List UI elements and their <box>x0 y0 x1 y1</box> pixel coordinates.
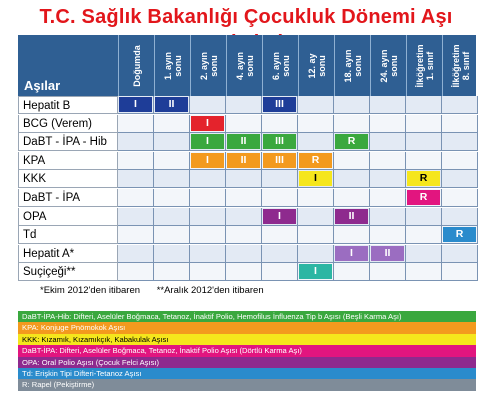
schedule-cell <box>334 208 370 226</box>
dose-marker: II <box>227 134 260 149</box>
schedule-cell <box>262 226 298 244</box>
schedule-cell <box>442 245 478 263</box>
schedule-cell <box>154 226 190 244</box>
schedule-cell <box>442 152 478 170</box>
schedule-cell <box>262 152 298 170</box>
column-header <box>262 35 299 96</box>
schedule-cell <box>370 189 406 207</box>
legend-item: OPA: Oral Polio Aşısı (Çocuk Felci Aşısı) <box>18 357 476 368</box>
schedule-cell <box>298 208 334 226</box>
vaccine-name: KKK <box>18 170 118 188</box>
schedule-cell <box>370 96 406 114</box>
schedule-cell <box>334 133 370 151</box>
dose-marker: I <box>263 209 296 224</box>
dose-marker: R <box>443 227 476 242</box>
schedule-cell <box>118 263 154 281</box>
dose-marker: I <box>191 116 224 131</box>
schedule-cell <box>370 115 406 133</box>
dose-marker: R <box>299 153 332 168</box>
table-header <box>18 35 476 96</box>
schedule-cell <box>262 96 298 114</box>
schedule-cell <box>226 152 262 170</box>
schedule-cell <box>118 189 154 207</box>
schedule-cell <box>226 263 262 281</box>
schedule-cell <box>370 133 406 151</box>
schedule-cell <box>154 115 190 133</box>
schedule-cell <box>190 208 226 226</box>
schedule-cell <box>226 96 262 114</box>
schedule-cell <box>442 263 478 281</box>
schedule-cell <box>370 208 406 226</box>
vaccine-name: Hepatit A* <box>18 245 118 263</box>
column-header-label: 12. ay sonu <box>307 52 327 79</box>
schedule-cell <box>226 208 262 226</box>
schedule-cell <box>262 115 298 133</box>
legend-item: DaBT-İPA-Hib: Difteri, Aselüler Boğmaca, Tetanoz, İnaktif Polio, Hemofilus İnfluenza Tip b Aşısı (Beşli Karma Aşı) <box>18 311 476 322</box>
schedule-cell <box>118 96 154 114</box>
dose-marker: I <box>299 171 332 186</box>
schedule-cell <box>298 263 334 281</box>
dose-marker: R <box>407 190 440 205</box>
schedule-cell <box>262 263 298 281</box>
schedule-cell <box>190 152 226 170</box>
dose-marker: I <box>191 134 224 149</box>
column-header-label: Doğumda <box>132 44 142 87</box>
schedule-cell <box>298 115 334 133</box>
schedule-cell <box>154 245 190 263</box>
schedule-cell <box>190 263 226 281</box>
column-header-label: İlköğretim 8. sınıf <box>451 43 471 88</box>
dose-marker: R <box>407 171 440 186</box>
schedule-cell <box>442 189 478 207</box>
legend-item: R: Rapel (Pekiştirme) <box>18 379 476 390</box>
schedule-cell <box>334 170 370 188</box>
schedule-cell <box>154 189 190 207</box>
footnote-varicella: **Aralık 2012'den itibaren <box>156 285 264 296</box>
column-header <box>298 35 335 96</box>
schedule-cell <box>442 208 478 226</box>
schedule-cell <box>118 208 154 226</box>
table-row <box>18 96 476 114</box>
column-header <box>190 35 227 96</box>
schedule-cell <box>154 263 190 281</box>
schedule-cell <box>334 152 370 170</box>
dose-marker: III <box>263 134 296 149</box>
schedule-cell <box>298 152 334 170</box>
table-row <box>18 189 476 207</box>
legend <box>18 311 476 391</box>
table-row <box>18 245 476 263</box>
schedule-cell <box>298 96 334 114</box>
column-header-label: 2. ayın sonu <box>199 51 219 80</box>
schedule-cell <box>154 133 190 151</box>
column-header <box>442 35 479 96</box>
table-row <box>18 115 476 133</box>
schedule-cell <box>298 189 334 207</box>
schedule-cell <box>406 115 442 133</box>
schedule-cell <box>406 208 442 226</box>
column-header-label: 4. ayın sonu <box>235 51 255 80</box>
schedule-cell <box>118 170 154 188</box>
schedule-cell <box>262 245 298 263</box>
schedule-cell <box>226 133 262 151</box>
column-header <box>370 35 407 96</box>
schedule-cell <box>406 96 442 114</box>
column-header-label: 6. ayın sonu <box>271 51 291 80</box>
schedule-cell <box>154 208 190 226</box>
dose-marker: III <box>263 153 296 168</box>
vaccine-name: DaBT - İPA - Hib <box>18 133 118 151</box>
column-header <box>406 35 443 96</box>
schedule-cell <box>154 152 190 170</box>
schedule-cell <box>190 115 226 133</box>
schedule-cell <box>298 245 334 263</box>
table-row <box>18 133 476 151</box>
legend-item: KPA: Konjuge Pnömokok Aşısı <box>18 322 476 333</box>
vaccines-header-label: Aşılar <box>24 78 61 93</box>
dose-marker: I <box>191 153 224 168</box>
schedule-cell <box>334 96 370 114</box>
schedule-cell <box>118 115 154 133</box>
schedule-cell <box>406 189 442 207</box>
schedule-cell <box>442 226 478 244</box>
schedule-cell <box>370 152 406 170</box>
page-title: T.C. Sağlık Bakanlığı Çocukluk Dönemi Aşı <box>39 6 453 28</box>
schedule-cell <box>406 245 442 263</box>
schedule-cell <box>190 96 226 114</box>
schedule-cell <box>298 133 334 151</box>
schedule-cell <box>262 208 298 226</box>
vaccine-name: Suçiçeği** <box>18 263 118 281</box>
column-header-label: 18. ayın sonu <box>343 48 363 83</box>
column-header <box>118 35 155 96</box>
schedule-cell <box>334 189 370 207</box>
footnote-hepatitis-a: *Ekim 2012'den itibaren <box>40 285 141 296</box>
schedule-cell <box>262 170 298 188</box>
table-row <box>18 208 476 226</box>
schedule-cell <box>154 170 190 188</box>
schedule-cell <box>370 226 406 244</box>
footnotes <box>40 285 278 296</box>
vaccine-name: KPA <box>18 152 118 170</box>
schedule-cell <box>190 245 226 263</box>
dose-marker: I <box>335 246 368 261</box>
table-row <box>18 226 476 244</box>
dose-marker: II <box>155 97 188 112</box>
schedule-cell <box>118 226 154 244</box>
schedule-cell <box>226 226 262 244</box>
schedule-cell <box>334 263 370 281</box>
schedule-cell <box>190 133 226 151</box>
schedule-cell <box>370 263 406 281</box>
schedule-cell <box>226 189 262 207</box>
schedule-cell <box>406 226 442 244</box>
schedule-cell <box>190 189 226 207</box>
column-header <box>226 35 263 96</box>
schedule-cell <box>298 226 334 244</box>
schedule-cell <box>226 170 262 188</box>
dose-marker: II <box>371 246 404 261</box>
column-header-label: 24. ayın sonu <box>379 48 399 83</box>
schedule-cell <box>442 133 478 151</box>
column-header <box>334 35 371 96</box>
schedule-cell <box>370 170 406 188</box>
schedule-cell <box>226 245 262 263</box>
schedule-cell <box>298 170 334 188</box>
schedule-cell <box>406 152 442 170</box>
schedule-cell <box>334 115 370 133</box>
schedule-cell <box>370 245 406 263</box>
schedule-cell <box>406 133 442 151</box>
legend-item: DaBT-İPA: Difteri, Aselüler Boğmaca, Tetanoz, İnaktif Polio Aşısı (Dörtlü Karma Aşı) <box>18 345 476 356</box>
dose-marker: II <box>227 153 260 168</box>
dose-marker: I <box>119 97 152 112</box>
schedule-cell <box>442 115 478 133</box>
dose-marker: I <box>299 264 332 279</box>
schedule-cell <box>406 263 442 281</box>
schedule-cell <box>262 133 298 151</box>
schedule-cell <box>118 245 154 263</box>
vaccine-name: OPA <box>18 208 118 226</box>
schedule-cell <box>190 226 226 244</box>
schedule-cell <box>334 226 370 244</box>
schedule-cell <box>190 170 226 188</box>
table-row <box>18 263 476 281</box>
schedule-cell <box>118 152 154 170</box>
vaccine-name: BCG (Verem) <box>18 115 118 133</box>
column-header <box>154 35 191 96</box>
column-header-label: İlköğretim 1. sınıf <box>415 43 435 88</box>
vaccine-name: Td <box>18 226 118 244</box>
legend-item: KKK: Kızamık, Kızamıkçık, Kabakulak Aşısı <box>18 334 476 345</box>
dose-marker: III <box>263 97 296 112</box>
schedule-cell <box>154 96 190 114</box>
schedule-cell <box>334 245 370 263</box>
schedule-cell <box>262 189 298 207</box>
table-row <box>18 152 476 170</box>
dose-marker: R <box>335 134 368 149</box>
table-row <box>18 170 476 188</box>
column-header-label: 1. ayın sonu <box>163 51 183 80</box>
dose-marker: II <box>335 209 368 224</box>
schedule-cell <box>442 170 478 188</box>
schedule-cell <box>406 170 442 188</box>
vaccine-name: Hepatit B <box>18 96 118 114</box>
vaccine-name: DaBT - İPA <box>18 189 118 207</box>
legend-item: Td: Erişkin Tipi Difteri-Tetanoz Aşısı <box>18 368 476 379</box>
schedule-cell <box>442 96 478 114</box>
schedule-cell <box>118 133 154 151</box>
schedule-cell <box>226 115 262 133</box>
